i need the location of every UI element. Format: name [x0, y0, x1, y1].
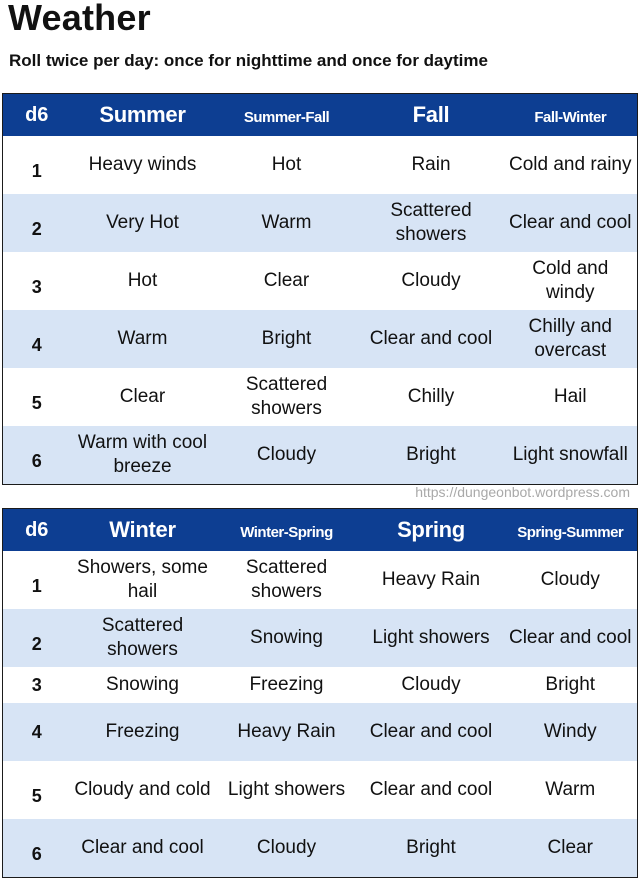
table-cell: Clear	[71, 368, 215, 426]
column-header-winter-spring: Winter-Spring	[215, 509, 359, 552]
roll-number: 2	[3, 609, 71, 667]
roll-number: 3	[3, 667, 71, 703]
page-title: Weather	[8, 0, 151, 38]
column-header-d6: d6	[3, 94, 71, 137]
source-credit: https://dungeonbot.wordpress.com	[415, 484, 630, 500]
table-cell: Showers, some hail	[71, 551, 215, 609]
table-cell: Clear and cool	[359, 703, 504, 761]
table-row	[3, 136, 638, 194]
table-cell: Heavy winds	[71, 136, 215, 194]
table-cell: Cold and windy	[504, 252, 638, 310]
table-cell: Scattered showers	[71, 609, 215, 667]
roll-number: 5	[3, 368, 71, 426]
column-header-spring-summer: Spring-Summer	[504, 509, 638, 552]
table-cell: Clear and cool	[359, 761, 504, 819]
column-header-winter: Winter	[71, 509, 215, 552]
table-cell: Cloudy and cold	[71, 761, 215, 819]
table-header-row	[3, 509, 638, 552]
table-row	[3, 761, 638, 819]
page-subtitle: Roll twice per day: once for nighttime and once for daytime	[9, 51, 488, 70]
table-cell: Freezing	[215, 667, 359, 703]
weather-table-winter-spring	[2, 508, 638, 878]
table-cell: Clear	[504, 819, 638, 877]
table-cell: Hail	[504, 368, 638, 426]
table-cell: Snowing	[71, 667, 215, 703]
table-cell: Rain	[359, 136, 504, 194]
roll-number: 1	[3, 136, 71, 194]
table-cell: Windy	[504, 703, 638, 761]
table-cell: Scattered showers	[359, 194, 504, 252]
table-cell: Warm	[71, 310, 215, 368]
table-cell: Heavy Rain	[359, 551, 504, 609]
roll-number: 2	[3, 194, 71, 252]
table-cell: Scattered showers	[215, 368, 359, 426]
roll-number: 3	[3, 252, 71, 310]
table-row	[3, 252, 638, 310]
column-header-summer-fall: Summer-Fall	[215, 94, 359, 137]
table-cell: Cloudy	[359, 252, 504, 310]
table-cell: Chilly	[359, 368, 504, 426]
table-cell: Clear and cool	[504, 194, 638, 252]
table-row	[3, 609, 638, 667]
column-header-fall-winter: Fall-Winter	[504, 94, 638, 137]
table-cell: Hot	[71, 252, 215, 310]
table-row	[3, 426, 638, 484]
table-cell: Bright	[215, 310, 359, 368]
roll-number: 4	[3, 703, 71, 761]
table-cell: Freezing	[71, 703, 215, 761]
table-cell: Bright	[359, 819, 504, 877]
table-cell: Cold and rainy	[504, 136, 638, 194]
column-header-spring: Spring	[359, 509, 504, 552]
table-cell: Cloudy	[215, 819, 359, 877]
column-header-fall: Fall	[359, 94, 504, 137]
table-row	[3, 819, 638, 877]
table-cell: Very Hot	[71, 194, 215, 252]
roll-number: 4	[3, 310, 71, 368]
table-cell: Cloudy	[215, 426, 359, 484]
table-cell: Scattered showers	[215, 551, 359, 609]
table-cell: Bright	[504, 667, 638, 703]
table-row	[3, 194, 638, 252]
table-row	[3, 703, 638, 761]
roll-number: 6	[3, 819, 71, 877]
table-cell: Hot	[215, 136, 359, 194]
weather-table-summer-fall	[2, 93, 638, 485]
table-cell: Bright	[359, 426, 504, 484]
table-cell: Heavy Rain	[215, 703, 359, 761]
table-row	[3, 667, 638, 703]
table-cell: Cloudy	[504, 551, 638, 609]
table-cell: Warm	[504, 761, 638, 819]
table-row	[3, 368, 638, 426]
roll-number: 5	[3, 761, 71, 819]
table-cell: Clear and cool	[359, 310, 504, 368]
table-cell: Snowing	[215, 609, 359, 667]
table-cell: Light showers	[215, 761, 359, 819]
table-row	[3, 310, 638, 368]
table-cell: Clear	[215, 252, 359, 310]
table-cell: Light snowfall	[504, 426, 638, 484]
table-header-row	[3, 94, 638, 137]
table-cell: Chilly and overcast	[504, 310, 638, 368]
table-cell: Warm with cool breeze	[71, 426, 215, 484]
table-cell: Clear and cool	[71, 819, 215, 877]
column-header-d6: d6	[3, 509, 71, 552]
table-cell: Light showers	[359, 609, 504, 667]
table-cell: Warm	[215, 194, 359, 252]
column-header-summer: Summer	[71, 94, 215, 137]
table-cell: Cloudy	[359, 667, 504, 703]
roll-number: 1	[3, 551, 71, 609]
roll-number: 6	[3, 426, 71, 484]
table-cell: Clear and cool	[504, 609, 638, 667]
table-row	[3, 551, 638, 609]
